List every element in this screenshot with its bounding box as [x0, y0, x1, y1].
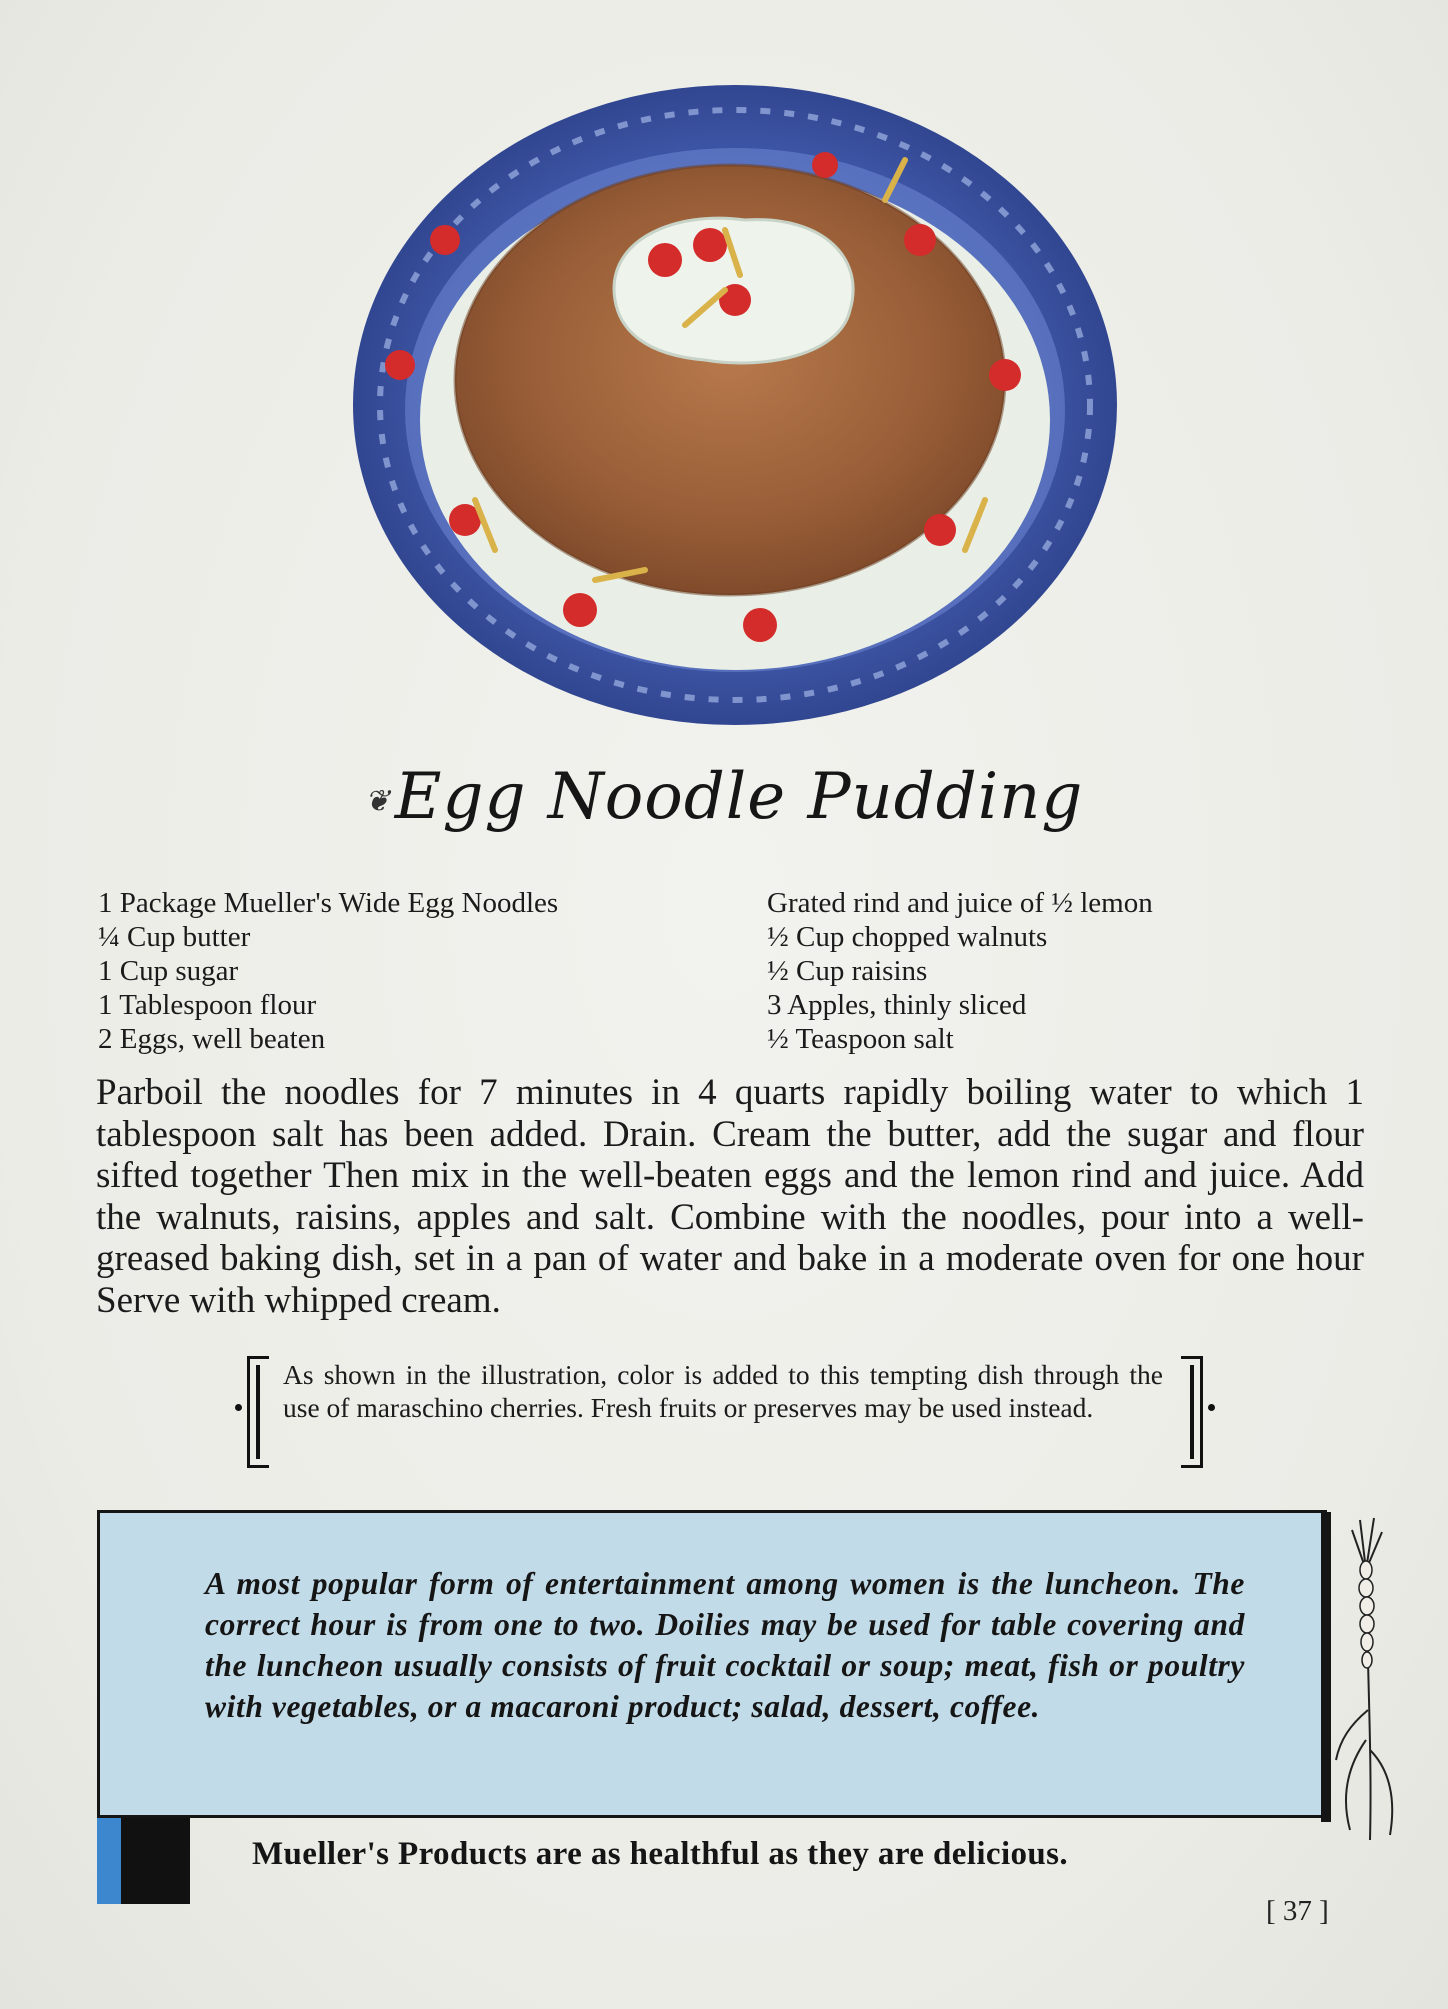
ingredient-item: 3 Apples, thinly sliced	[767, 989, 1027, 1021]
ingredient-item: Grated rind and juice of ½ lemon	[767, 887, 1153, 919]
ingredient-item: ½ Teaspoon salt	[767, 1023, 954, 1055]
ingredient-item: 1 Cup sugar	[98, 955, 239, 987]
recipe-directions: Parboil the noodles for 7 minutes in 4 quarts rapidly boiling water to which 1 tablespoon salt has been added. Drain. Cream the butter, add the sugar and flour sifted together Then mix in the well-beaten eggs and the lemon rind and juice. Add the walnuts, raisins, apples and salt. Combine with the noodles, pour into a well-greased baking dish, set in a pan of water and bake in a moderate oven for one hour Serve with whipped cream.	[96, 1072, 1364, 1321]
ingredients-left	[98, 886, 558, 1056]
footer-tab-black	[121, 1818, 190, 1904]
ingredient-item: ½ Cup raisins	[767, 955, 928, 987]
footer-tagline: Mueller's Products are as healthful as they are delicious.	[252, 1836, 1069, 1872]
recipe-title: Egg Noodle Pudding	[394, 760, 1084, 834]
page-number: [ 37 ]	[1266, 1895, 1329, 1927]
wheat-flourish-icon: ❦	[364, 784, 391, 819]
right-bracket-icon	[1181, 1356, 1203, 1468]
ingredient-item: 1 Package Mueller's Wide Egg Noodles	[98, 887, 559, 919]
bracket-dot-icon	[235, 1404, 242, 1411]
recipe-title-row	[0, 760, 1448, 834]
ingredient-item: 2 Eggs, well beaten	[98, 1023, 326, 1055]
wheat-icon	[1330, 1510, 1410, 1840]
footer-tab-blue	[97, 1818, 121, 1904]
note-text: As shown in the illustration, color is added to this tempting dish through the use of maraschino cherries. Fresh fruits or preserves may be used instead.	[283, 1359, 1163, 1423]
luncheon-banner-text: A most popular form of entertainment among women is the luncheon. The correct hour is from one to two. Doilies may be used for table covering and the luncheon usually consists of fruit cocktail or soup; meat, fish or poultry with vegetables, or a macaroni product; salad, dessert, coffee.	[205, 1566, 1245, 1724]
illustration-note	[235, 1352, 1215, 1470]
ingredient-item: 1 Tablespoon flour	[98, 989, 317, 1021]
ingredient-item: ½ Cup chopped walnuts	[767, 921, 1048, 953]
ingredient-item: ¼ Cup butter	[98, 921, 251, 953]
pudding-illustration	[345, 80, 1125, 735]
ingredients-right	[767, 886, 1153, 1056]
bracket-dot-icon	[1208, 1404, 1215, 1411]
left-bracket-icon	[247, 1356, 269, 1468]
